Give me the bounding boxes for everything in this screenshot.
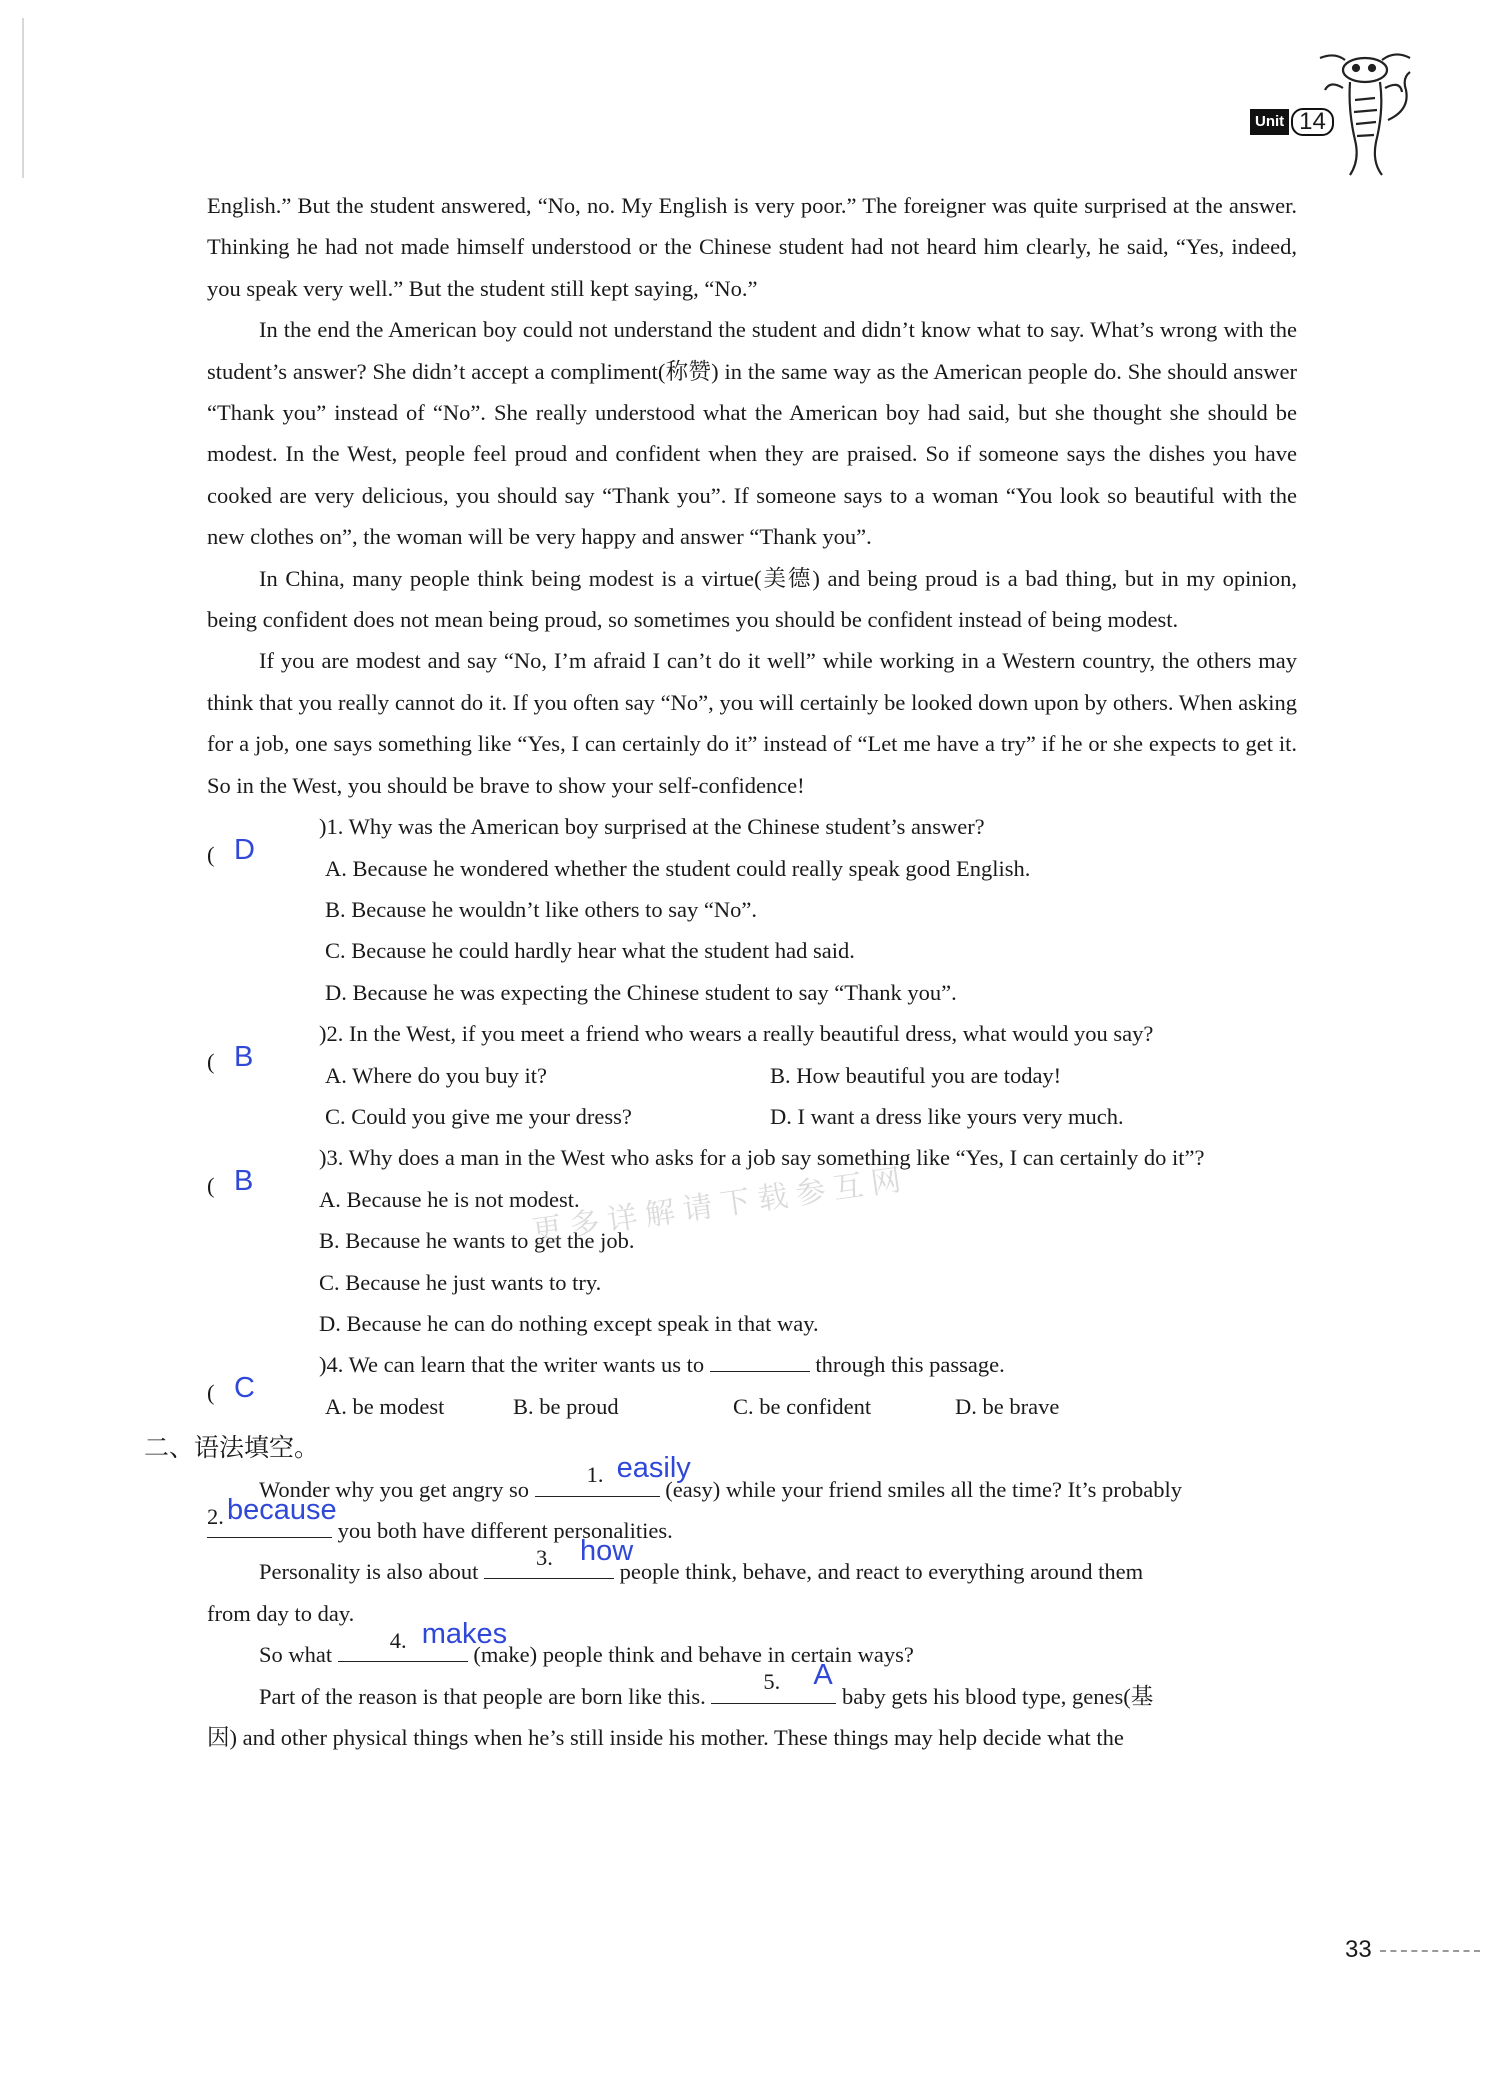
question-3: ( B )3. Why does a man in the West who asks for a job say something like “Yes, I can certainly do it”? xyxy=(207,1137,1297,1178)
question-text: )2. In the West, if you meet a friend who wears a really beautiful dress, what would you say? xyxy=(319,1021,1154,1047)
option: B. Because he wouldn’t like others to say “No”. xyxy=(325,896,757,922)
blank-1: 1. easily xyxy=(535,1470,660,1497)
question-text: )1. Why was the American boy surprised at the Chinese student’s answer? xyxy=(319,814,985,840)
cloze-line: Part of the reason is that people are born like this. 5. A baby gets his blood type, genes(基 xyxy=(207,1676,1297,1717)
blank-2: 2. because xyxy=(207,1511,332,1538)
passage-paragraph: In the end the American boy could not understand the student and didn’t know what to say. What’s wrong with the student’s answer? She didn’t accept a compliment(称赞) in the same way as the American people do. She should answer “Thank you” instead of “No”. She really understood what the American boy had said, but she thought she should be modest. In the West, people feel proud and confident when they are praised. So if someone says the dishes you have cooked are very delicious, you should say “Thank you”. If someone says to a woman “You look so beautiful with the new clothes on”, the woman will be very happy and answer “Thank you”. xyxy=(207,317,1297,550)
blank-4: 4. makes xyxy=(338,1635,468,1662)
option: C. Because he just wants to try. xyxy=(319,1269,602,1295)
handwritten-answer: C xyxy=(234,1372,255,1405)
page-edge-line xyxy=(22,18,24,178)
handwritten-answer: A xyxy=(813,1659,833,1692)
question-2: ( B )2. In the West, if you meet a friend who wears a really beautiful dress, what would you say? xyxy=(207,1013,1297,1054)
option: B. be proud xyxy=(513,1393,619,1419)
handwritten-answer: easily xyxy=(616,1452,691,1485)
option: A. Because he wondered whether the student could really speak good English. xyxy=(325,855,1031,881)
options-grid xyxy=(207,1386,1297,1427)
option: C. Because he could hardly hear what the student had said. xyxy=(325,938,855,964)
option: A. Because he is not modest. xyxy=(319,1186,580,1212)
option: A. be modest xyxy=(325,1393,445,1419)
cloze-line: Wonder why you get angry so 1. easily (easy) while your friend smiles all the time? It’s probably xyxy=(207,1469,1297,1510)
option: D. be brave xyxy=(955,1393,1060,1419)
passage-paragraph: If you are modest and say “No, I’m afraid I can’t do it well” while working in a Western country, the others may think that you really cannot do it. If you often say “No”, you will certainly be looked down upon by others. When asking for a job, one says something like “Yes, I can certainly do it” instead of “Let me have a try” if he or she expects to get it. So in the West, you should be brave to show your self-confidence! xyxy=(207,648,1297,798)
cloze-line: 2. because you both have different personalities. xyxy=(207,1510,1297,1551)
handwritten-answer: B xyxy=(234,1041,254,1074)
blank xyxy=(710,1345,810,1372)
option: C. be confident xyxy=(733,1393,872,1419)
blank-5: 5. A xyxy=(711,1677,836,1704)
section-title: 二、语法填空。 xyxy=(144,1433,320,1463)
option: B. How beautiful you are today! xyxy=(770,1062,1062,1088)
question-text: )4. We can learn that the writer wants us to through this passage. xyxy=(319,1344,1297,1385)
unit-number: 14 xyxy=(1291,108,1334,136)
option: D. Because he can do nothing except speak in that way. xyxy=(319,1310,819,1336)
question-text: )3. Why does a man in the West who asks for a job say something like “Yes, I can certainly do it”? xyxy=(319,1145,1205,1171)
option: D. Because he was expecting the Chinese student to say “Thank you”. xyxy=(325,979,957,1005)
option: D. I want a dress like yours very much. xyxy=(770,1103,1124,1129)
options-grid xyxy=(207,1055,1297,1138)
watermark: 更多详解请下载参互网 xyxy=(529,1161,912,1250)
question-4: ( C )4. We can learn that the writer wants us to through this passage. xyxy=(207,1344,1297,1385)
handwritten-answer: B xyxy=(234,1165,254,1198)
unit-label: Unit xyxy=(1250,109,1289,135)
page-number: 33 xyxy=(1345,1936,1372,1963)
page-number-arrow xyxy=(1380,1950,1480,1952)
handwritten-answer: how xyxy=(579,1534,634,1567)
handwritten-answer: D xyxy=(234,834,255,867)
page-content xyxy=(144,185,1297,1758)
tiger-mascot-icon xyxy=(1310,50,1420,180)
cloze-line: So what 4. makes (make) people think and behave in certain ways? xyxy=(207,1634,1297,1675)
handwritten-answer: makes xyxy=(421,1617,508,1650)
cloze-line: Personality is also about 3. how people think, behave, and react to everything around them xyxy=(207,1551,1297,1592)
option: C. Could you give me your dress? xyxy=(325,1103,632,1129)
passage-paragraph: English.” But the student answered, “No, no. My English is very poor.” The foreigner was quite surprised at the answer. Thinking he had not made himself understood or the Chinese student had not heard him clearly, he said, “Yes, indeed, you speak very well.” But the student still kept saying, “No.” xyxy=(207,193,1297,301)
cloze-line: from day to day. xyxy=(207,1600,355,1626)
option: B. Because he wants to get the job. xyxy=(319,1228,635,1254)
blank-3: 3. how xyxy=(484,1552,614,1579)
option: A. Where do you buy it? xyxy=(325,1062,548,1088)
question-1: ( D )1. Why was the American boy surprised at the Chinese student’s answer? xyxy=(207,806,1297,847)
passage-paragraph: In China, many people think being modest is a virtue(美德) and being proud is a bad thing, but in my opinion, being confident does not mean being proud, so sometimes you should be confident instead of being modest. xyxy=(207,565,1297,633)
cloze-line: 因) and other physical things when he’s still inside his mother. These things may help decide what the xyxy=(207,1725,1124,1751)
handwritten-answer: because xyxy=(227,1493,337,1526)
